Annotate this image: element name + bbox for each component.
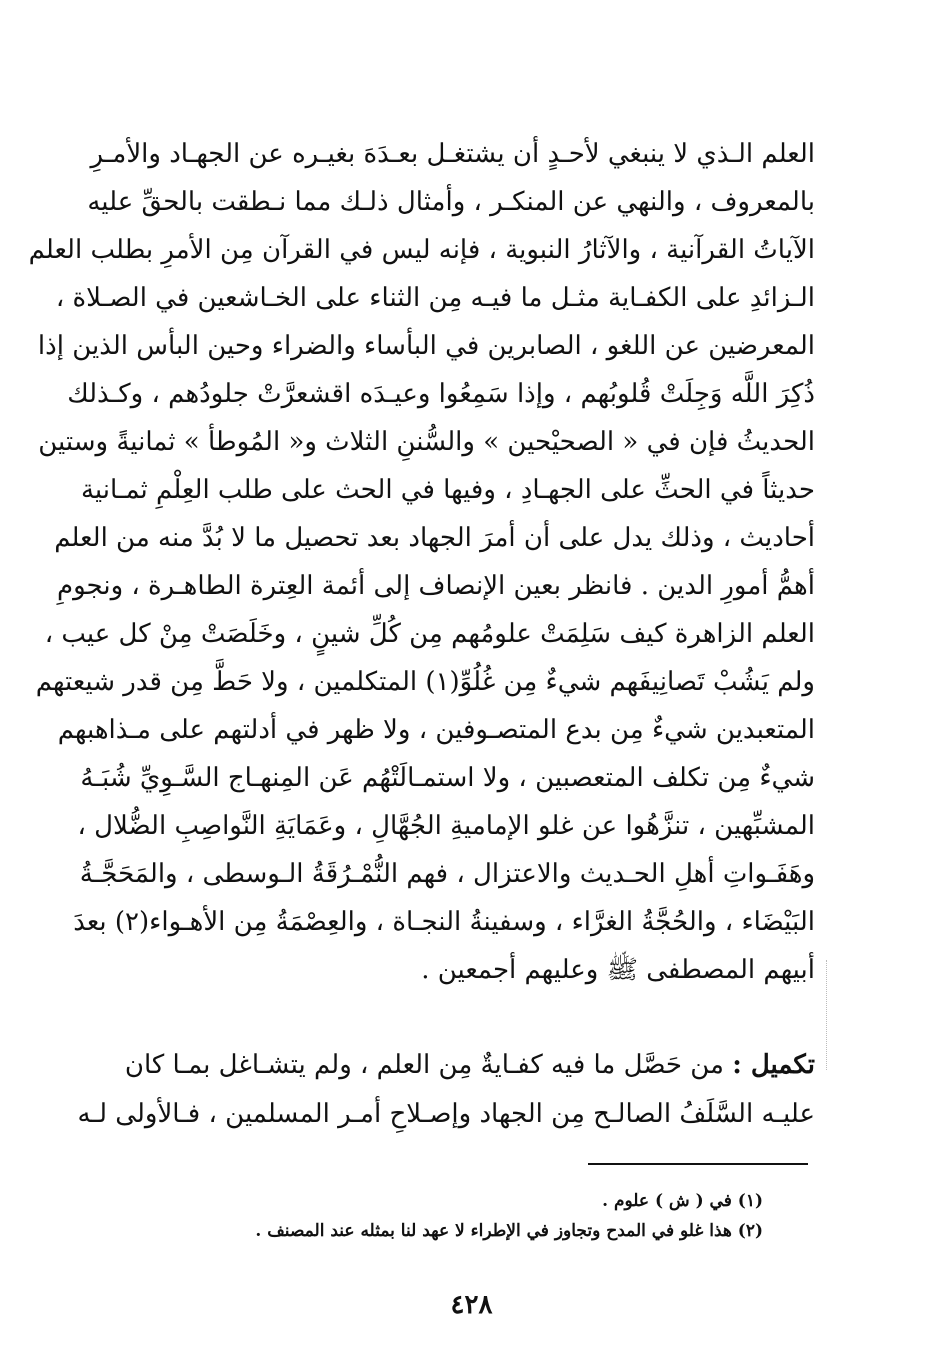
body-line-16: وهَفَـواتِ أهلِ الحـديث والاعتزال ، فهم النُّمْـرُقَةُ الـوسطى ، والمَحَجَّـةُ	[79, 859, 815, 889]
body-line-15: المشبِّهين ، تنزَّهُوا عن غلو الإماميةِ الجُهَّالِ ، وعَمَايَةِ النَّواصِبِ الضُّلال ،	[77, 811, 815, 841]
body-line-11: العلم الزاهرة كيف سَلِمَتْ علومُهم مِن كُلِّ شينٍ ، وخَلَصَتْ مِنْ كل عيب ،	[44, 619, 815, 649]
footnote-2: (٢) هذا غلو في المدح وتجاوز في الإطراء لا عهد لنا بمثله عند المصنف .	[255, 1221, 763, 1241]
body-line-8: حديثاً في الحثِّ على الجهـادِ ، وفيها في الحث على طلب العِلْمِ ثمـانية	[80, 475, 815, 505]
body-line-14: شيءٌ مِن تكلف المتعصبين ، ولا استمـالَتْهُم عَن المِنهـاج السَّـوِيِّ شُبَـهُ	[80, 763, 815, 793]
body-line-2: بالمعروف ، والنهي عن المنكـر ، وأمثال ذلـك مما نـطقت بالحقِّ عليه	[87, 187, 815, 217]
paragraph2-lead: تكميل :	[732, 1050, 815, 1080]
body-line-9: أحاديث ، وذلك يدل على أن أمرَ الجهاد بعد تحصيل ما لا بُدَّ منه من العلم	[54, 523, 815, 553]
paragraph2-line-1	[124, 1045, 815, 1085]
body-line-13: المتعبدين شيءٌ مِن بدع المتصـوفين ، ولا ظهر في أدلتهم على مـذاهبهم	[57, 715, 815, 745]
body-line-10: أهمُّ أمورِ الدين . فانظر بعين الإنصاف إلى أئمة العِترة الطاهـرة ، ونجومِ	[57, 571, 815, 601]
body-line-6: ذُكِرَ اللَّه وَجِلَتْ قُلوبُهم ، وإذا سَمِعُوا وعيـدَه اقشعرَّتْ جلودُهم ، وكـذلك	[67, 379, 815, 409]
body-line-3: الآياتُ القرآنية ، والآثارُ النبوية ، فإنه ليس في القرآن مِن الأمرِ بطلب العلم	[28, 235, 815, 265]
body-line-1: العلم الـذي لا ينبغي لأحـدٍ أن يشتغـل بعـدَهَ بغيـره عن الجهـاد والأمـرِ	[90, 139, 815, 169]
footnote-1: (١) في ( ش ) علوم .	[602, 1191, 763, 1211]
paragraph2-line-1-text: من حَصَّل ما فيه كفـايةٌ مِن العلم ، ولم يتشـاغل بمـا كان	[124, 1050, 733, 1080]
body-line-17: البَيْضَاء ، والحُجَّةُ الغرَّاء ، وسفينةُ النجـاة ، والعِصْمَةُ مِن الأهـواء(٢) بعدَ	[73, 907, 815, 937]
paragraph2-line-2: عليـه السَّلَفُ الصالـح مِن الجهاد وإصـلاحِ أمـر المسلمين ، فـالأولى لـه	[77, 1099, 815, 1129]
body-line-5: المعرضين عن اللغو ، الصابرين في البأساء والضراء وحين البأس الذين إذا	[37, 331, 815, 361]
body-line-12: ولم يَشُبْ تَصانِيفَهم شيءٌ مِن غُلُوِّ(١) المتكلمين ، ولا حَطَّ مِن قدر شيعتهم	[35, 667, 815, 697]
body-line-18: أبيهم المصطفى ﷺ وعليهم أجمعين .	[421, 955, 815, 985]
footnote-separator	[588, 1163, 808, 1165]
page-number: ٤٢٨	[450, 1290, 493, 1320]
body-line-7: الحديثُ فإن في « الصحيْحين » والسُّننِ الثلاث و« المُوطأ » ثمانيةً وستين	[38, 427, 815, 457]
body-line-4: الـزائدِ على الكفـاية مثـل ما فيـه مِن الثناء على الخـاشعين في الصـلاة ،	[55, 283, 815, 313]
scan-margin-mark	[826, 960, 829, 1070]
